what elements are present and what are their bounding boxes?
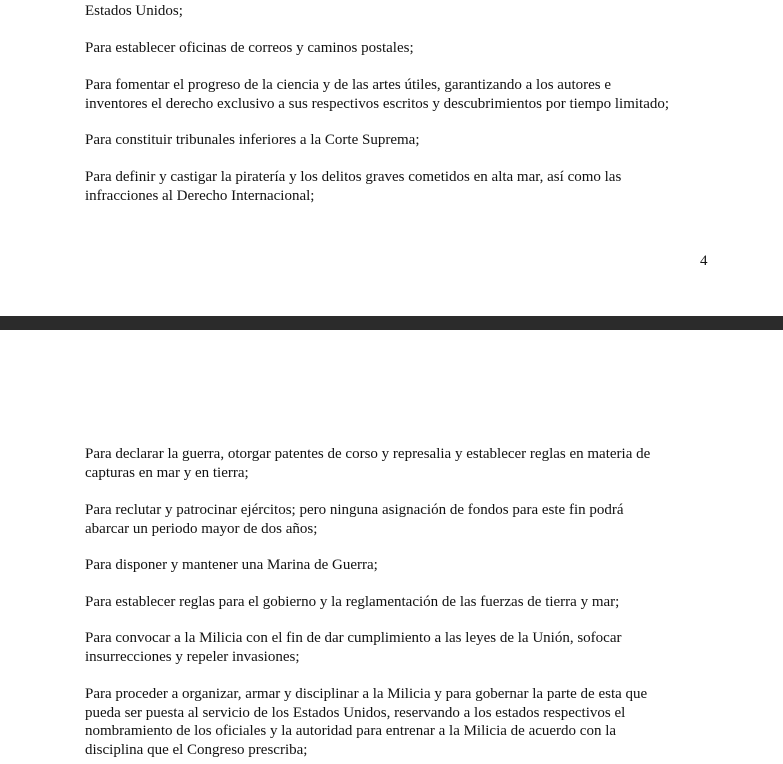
paragraph-inferior-tribunals: Para constituir tribunales inferiores a la Corte Suprema; <box>85 132 420 148</box>
document-page-4 <box>0 0 783 316</box>
page-break-divider <box>0 316 783 330</box>
page-number: 4 <box>700 253 708 269</box>
document-page-5 <box>0 330 783 764</box>
paragraph-call-militia: Para convocar a la Milicia con el fin de dar cumplimiento a las leyes de la Unión, sofocar insurrecciones y repeler invasiones; <box>85 630 622 665</box>
paragraph-science-arts: Para fomentar el progreso de la ciencia y de las artes útiles, garantizando a los autores e inventores el derecho exclusivo a sus respectivos escritos y descubrimientos por tiempo limitado; <box>85 77 670 112</box>
paragraph-declare-war: Para declarar la guerra, otorgar patentes de corso y represalia y establecer reglas en materia de capturas en mar y en tierra; <box>85 446 651 481</box>
paragraph-estados-unidos-continuation: Estados Unidos; <box>85 3 183 19</box>
paragraph-post-offices: Para establecer oficinas de correos y caminos postales; <box>85 40 414 56</box>
paragraph-organize-militia: Para proceder a organizar, armar y disciplinar a la Milicia y para gobernar la parte de esta que pueda ser puesta al servicio de los Estados Unidos, reservando a los estados respectivos el nombramiento de los oficiales y la autoridad para entrenar a la Milicia de acuerdo con la disciplina que el Congreso prescriba; <box>85 686 648 758</box>
paragraph-land-naval-forces: Para establecer reglas para el gobierno y la reglamentación de las fuerzas de tierra y mar; <box>85 594 620 610</box>
paragraph-raise-armies: Para reclutar y patrocinar ejércitos; pero ninguna asignación de fondos para este fin podrá abarcar un periodo mayor de dos años; <box>85 502 624 537</box>
paragraph-navy: Para disponer y mantener una Marina de Guerra; <box>85 557 378 573</box>
paragraph-piracy: Para definir y castigar la piratería y los delitos graves cometidos en alta mar, así como las infracciones al Derecho Internacional; <box>85 169 622 204</box>
